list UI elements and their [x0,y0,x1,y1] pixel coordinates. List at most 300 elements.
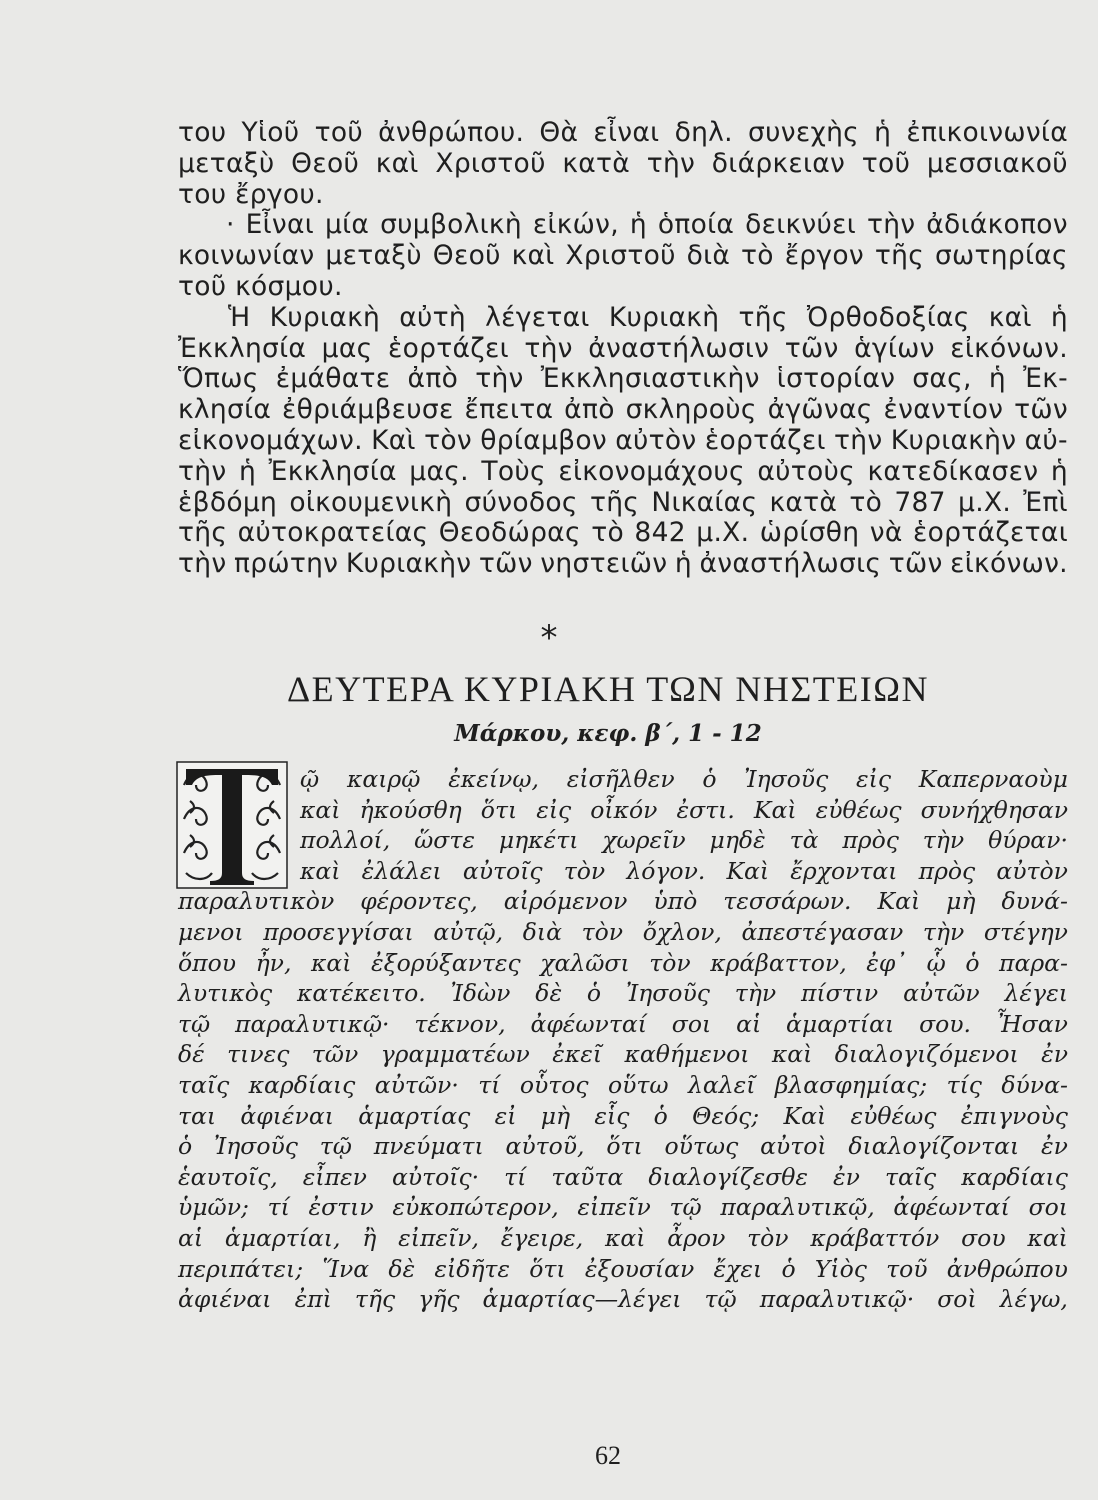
word: κοινωνίαν [178,240,315,272]
word: Καὶ [371,424,416,456]
word: τὴν [178,455,227,487]
word: στέγην [983,917,1068,946]
word: Χριστοῦ [565,240,676,272]
word: ῷ [300,765,320,793]
word: τοῦ [886,1254,928,1283]
word: αὐ- [1024,424,1068,456]
word: Χριστοῦ [435,147,546,179]
word: ἀφιέναι [240,1101,334,1130]
word: Ἐπὶ [1023,486,1068,518]
word: τῶν [478,548,533,580]
word: τὸν [747,1223,789,1252]
word: ἔπειτα [464,394,554,426]
word: καὶ [988,301,1032,333]
word: τῆς [874,240,925,272]
word: Ἵνα [322,1254,370,1283]
word: ἢ [362,1223,377,1252]
word: αὐτοὺς [757,455,855,487]
word: ἐμάθατε [275,363,391,395]
word: τὸ [591,517,624,549]
word: διαλογιζόμενοι [834,1040,1019,1069]
section-separator: * [540,618,558,658]
word: ἐν [1040,1132,1068,1161]
word: τῷ [178,1009,211,1038]
text-line [178,978,1068,1009]
word: Ὀρθοδοξίας [806,301,970,333]
word: καὶ [310,948,352,977]
word: Καὶ [877,887,921,916]
text-line [178,488,1068,519]
word: νὰ [869,517,903,549]
word: ἑορτάζεται [913,517,1068,549]
word: οὕτω [607,1070,669,1099]
word: εἰκόνων. [950,548,1068,580]
word: καρδίαις [248,1070,356,1099]
text-line [178,1254,1068,1285]
word: ἡ [629,209,647,241]
word: μεταξὺ [325,240,422,272]
word: ἡ [874,117,892,148]
word: σου [961,1223,1006,1252]
word: ἡ [988,363,1006,395]
word: μεσσιακοῦ [926,147,1068,179]
word: ὅτι [480,795,518,824]
word: σκληροὺς [625,394,757,426]
word: κράβαττόν [810,1223,940,1252]
word: τοῦ [314,117,363,148]
word: αὐτοῦ, [505,1132,585,1161]
word: τὰ [789,826,819,855]
text-line [178,118,1068,149]
text-line [178,395,1068,426]
word: ἔρχονται [790,856,898,885]
word: φέροντες, [360,887,478,916]
word: κατέκειτο. [296,979,426,1008]
word: εἶναι [593,117,660,148]
text-line [178,457,1068,488]
word: αὐτὴ [399,301,467,333]
word: ὑμῶν; [178,1193,249,1222]
word: ὅτι [606,1132,643,1161]
word: τινες [227,1040,290,1069]
word: οἰκουμενικὴ [289,486,453,518]
word: λόγον. [626,856,706,885]
word: οὕτως [664,1132,739,1161]
word: ἀφιέναι [178,1285,272,1314]
text-line [178,241,1068,272]
text-line [178,426,1068,457]
word: Κυριακὴ [269,301,381,333]
text-line [178,1192,1068,1223]
word: τεσσάρων. [723,887,852,916]
word: · [226,209,235,241]
text-line [300,856,1068,887]
word: ἁμαρτίαι [786,1009,895,1038]
word: κλησία [178,394,272,426]
word: τί [478,1070,501,1099]
word: ἱστορίαν [776,363,896,395]
word: αὐτοκρατείας [237,517,429,549]
word: ᾧ [926,948,946,977]
word: θύραν· [988,826,1068,855]
word: διὰ [686,240,731,272]
word: τὸ [849,486,883,518]
word: δὲ [535,979,563,1008]
word: λέγω, [999,1285,1068,1314]
word: τὴν [178,548,227,580]
text-line [178,948,1068,979]
word: ἀδιάκοπον [926,209,1068,241]
word: ἐπικοινωνία [906,117,1068,148]
word: λαλεῖ [687,1070,756,1099]
word: ἐπιγνοὺς [960,1101,1068,1130]
word: τῷ [319,1132,352,1161]
text-line [178,1101,1068,1132]
word: ται [178,1101,217,1130]
word: Κυριακὴν [345,548,472,580]
word: μ.Χ. [696,517,750,549]
word: ἁμαρτίας—λέγει [482,1285,682,1314]
word: πρὸς [918,856,976,885]
word: σύνοδος [464,486,578,518]
word: παραλυτικῷ· [235,1009,390,1038]
word: Ἐκ- [1023,363,1068,395]
word: κατὰ [562,147,631,179]
word: συνήχθησαν [920,795,1068,824]
word: τὴν [646,147,696,179]
text-line [178,886,1068,917]
word: Ἐκκλησιαστικὴν [540,363,760,395]
word: ἐστι. [676,795,735,824]
word: ἔγειρε, [500,1223,584,1252]
word: Ἦσαν [995,1009,1068,1038]
word: κατὰ [769,486,838,518]
word: ὁ [178,1132,193,1161]
word: τῷ [669,1193,702,1222]
word: μὴ [946,887,976,916]
word: τὴν [734,979,777,1008]
word: πολλοί, [300,826,391,855]
word: δυνά- [1001,887,1068,916]
word: κατεδίκασεν [867,455,1039,487]
word: διαλογίζονται [848,1132,1020,1161]
word: παραλυτικῷ· [759,1285,915,1314]
word: τὸν [563,856,606,885]
word: δεικνύει [745,209,857,241]
text-line [178,334,1068,365]
word: μεταξὺ [178,147,275,179]
word: δηλ. [674,117,733,148]
word: καρδίαις [961,1162,1068,1191]
word: εἰσῆλθεν [566,765,675,793]
word: περιπάτει; [178,1254,304,1283]
word: ἐφ᾿ [866,948,908,977]
word: ἀνθρώπου [946,1254,1068,1283]
word: τῆς [354,1285,396,1314]
word: γραμματέων [380,1040,530,1069]
word: ἑορτάζει [387,332,509,364]
word: καὶ [511,240,555,272]
word: εἰκών, [532,209,619,241]
word: τίς [946,1070,982,1099]
word: νηστειῶν [540,548,668,580]
word: τὸν [424,424,472,456]
word: τῶν [311,1040,359,1069]
text-line [178,1009,1068,1040]
word: χωρεῖν [602,826,686,855]
text-line [300,825,1068,856]
word: συνεχὴς [748,117,860,148]
scripture-reference: Μάρκου, κεφ. β΄, 1 - 12 [454,720,762,747]
word: ἑαυτοῖς, [178,1162,278,1191]
word: Εἶναι [245,209,315,241]
word: ὅτι [529,1254,566,1283]
word: τὴν [922,917,965,946]
word: εὐκοπώτερον, [392,1193,559,1222]
text-line [178,518,1068,549]
text-line [178,1070,1068,1101]
word: εὐθέως [850,1101,937,1130]
text-line [300,764,1068,795]
word: ἡ [1050,301,1068,333]
word: Θὰ [539,117,579,148]
word: ταῦτα [551,1162,624,1191]
word: Θεοῦ [432,240,501,272]
word: δύνα- [1001,1070,1068,1099]
word: Υἱὸς [814,1254,867,1283]
word: Ἰησοῦς [625,979,710,1008]
word: ἐξουσίαν [584,1254,695,1283]
word: ἁμαρτίας [358,1101,471,1130]
word: 787 [894,486,946,518]
word: τοῦ [861,147,911,179]
word: αἱ [736,1009,762,1038]
word: ταῖς [884,1162,937,1191]
word: μενοι [178,917,244,946]
word: αὐτὸν [615,424,697,456]
word: σωτηρίας [934,240,1068,272]
word: Καπερναοὺμ [918,765,1068,793]
section-title: ΔΕΥΤΕΡΑ ΚΥΡΙΑΚΗ ΤΩΝ ΝΗΣΤΕΙΩΝ [287,669,929,709]
word: μ.Χ. [958,486,1012,518]
word: τὸν [581,917,624,946]
word: Τοὺς [481,455,546,487]
word: αὐτῶν [903,979,980,1008]
text-line [178,1131,1068,1162]
word: τὴν [866,209,916,241]
word: δὲ [388,1254,416,1283]
word: ἐλάλει [361,856,442,885]
word: ἑορτάζει [704,424,826,456]
word: τῷ [704,1285,737,1314]
word: Ἰησοῦς [213,1132,298,1161]
word: σοι [1028,1193,1068,1222]
word: καὶ [375,147,419,179]
word: τὴν [922,826,965,855]
word: ἐναντίον [883,394,1004,426]
word: παραλυτικὸν [178,887,335,916]
word: παραλυτικῷ, [720,1193,875,1222]
word: λυτικὸς [178,979,273,1008]
word: λέγει [1004,979,1068,1008]
word: Ἡ [228,301,251,333]
word: καὶ [1027,1223,1068,1252]
word: Ἰησοῦς [744,765,829,793]
word: αἰρόμενον [503,887,628,916]
word: ἐν [1041,1040,1068,1069]
word: αὐτῷ, [433,917,504,946]
word: ἀγῶνας [767,394,873,426]
word: τί [267,1193,290,1222]
word: μας [321,332,373,364]
word: εἶπεν [302,1162,367,1191]
word: καὶ [771,1040,813,1069]
word: Καὶ [726,856,770,885]
word: βλασφημίας; [774,1070,928,1099]
word: τὴν [524,332,573,364]
word: διάρκειαν [711,147,846,179]
text-line [178,549,1068,580]
word: αὐτοὶ [760,1132,827,1161]
text-line [178,210,1068,241]
word: προσεγγίσαι [263,917,414,946]
word: Ὅπως [178,363,259,395]
text-line: του ἔργου. [178,178,324,210]
word: συμβολικὴ [380,209,522,241]
word: μηκέτι [498,826,579,855]
word: τῆς [589,486,640,518]
text-line [178,1162,1068,1193]
word: ὑπὸ [653,887,698,916]
text-line [178,149,1068,180]
word: καὶ [300,856,341,885]
word: ὅπου [178,948,237,977]
word: τῶν [1014,394,1068,426]
word: εἰ [494,1101,517,1130]
word: Νικαίας [651,486,758,518]
text-line: τοῦ κόσμου. [178,270,343,302]
word: ἐθριάμβευσε [282,394,454,426]
word: πνεύματι [373,1132,484,1161]
word: ἠκούσθη [359,795,462,824]
word: χαλῶσι [540,948,630,977]
word: εἰς [536,795,572,824]
gospel-reading [178,764,1068,1315]
word: εἰκόνων. [950,332,1068,364]
word: τὴν [475,363,524,395]
word: τῆς [178,517,228,549]
word: ἐξορύξαντες [371,948,521,977]
word: ἁγίων [854,332,935,364]
word: εἰπεῖν, [398,1223,479,1252]
word: εἰδῆτε [434,1254,511,1283]
word: ὁ [965,948,980,977]
word: σου. [919,1009,972,1038]
word: Ἐκκλησία [178,332,307,364]
word: ὥστε [414,826,475,855]
word: ἀναστήλωσις [699,548,882,580]
word: 842 [634,517,686,549]
word: ἐπὶ [294,1285,332,1314]
word: εὐθέως [815,795,902,824]
word: σοι [671,1009,712,1038]
word: ἐκείνῳ, [448,765,539,793]
word: τὸν [649,948,691,977]
word: εἰκονομάχων. [178,424,363,456]
word: αἱ [178,1223,204,1252]
word: ἀπὸ [407,363,459,395]
word: ἔχει [713,1254,763,1283]
word: παρα- [999,948,1068,977]
word: ἡ [674,548,692,580]
word: αὐτὸν [996,856,1068,885]
word: ἀφέωνταί [893,1193,1010,1222]
text-line [178,1039,1068,1070]
word: γῆς [418,1285,460,1314]
word: ἆρον [667,1223,726,1252]
word: πρώτην [233,548,339,580]
word: Καὶ [753,795,797,824]
word: διαλογίζεσθε [648,1162,809,1191]
word: μὴ [540,1101,571,1130]
word: κράβαττον, [710,948,847,977]
text-line [178,917,1068,948]
word: θρίαμβον [480,424,607,456]
word: ἐκεῖ [552,1040,603,1069]
word: οὗτος [519,1070,589,1099]
word: εἰς [856,765,892,793]
word: ἀφέωνταί [530,1009,647,1038]
word: τὴν [834,424,883,456]
word: τί [504,1162,527,1191]
word: ταῖς [178,1070,230,1099]
word: Ἰδὼν [450,979,511,1008]
text-line [178,1223,1068,1254]
word: Υἱοῦ [241,117,300,148]
word: ἀναστήλωσιν [588,332,770,364]
word: σοὶ [937,1285,977,1314]
word: εἰπεῖν [577,1193,651,1222]
word: αὐτοῖς· [391,1162,480,1191]
word: Κυριακὴν [890,424,1017,456]
word: καὶ [604,1223,646,1252]
word: δέ [178,1040,205,1069]
word: ὄχλον, [642,917,722,946]
word: Καὶ [783,1101,827,1130]
word: καὶ [300,795,341,824]
word: διὰ [522,917,562,946]
text-line [178,364,1068,395]
word: καθήμενοι [624,1040,750,1069]
word: ἀπεστέγασαν [741,917,904,946]
word: τὸ [741,240,774,272]
word: ὁποία [657,209,735,241]
word: οἶκόν [590,795,658,824]
word: ἔργον [784,240,865,272]
word: ἁμαρτίαι, [224,1223,341,1252]
word: ἡ [1050,455,1068,487]
word: ὁ [781,1254,796,1283]
word: Κυριακὴ [608,301,720,333]
text-line [178,303,1068,334]
word: μας. [409,455,469,487]
word: τῆς [738,301,788,333]
word: λέγεται [485,301,590,333]
word: καιρῷ [346,765,421,793]
word: ἑβδόμη [178,486,278,518]
commentary-paragraph [178,118,1068,580]
word: ἀπὸ [564,394,615,426]
